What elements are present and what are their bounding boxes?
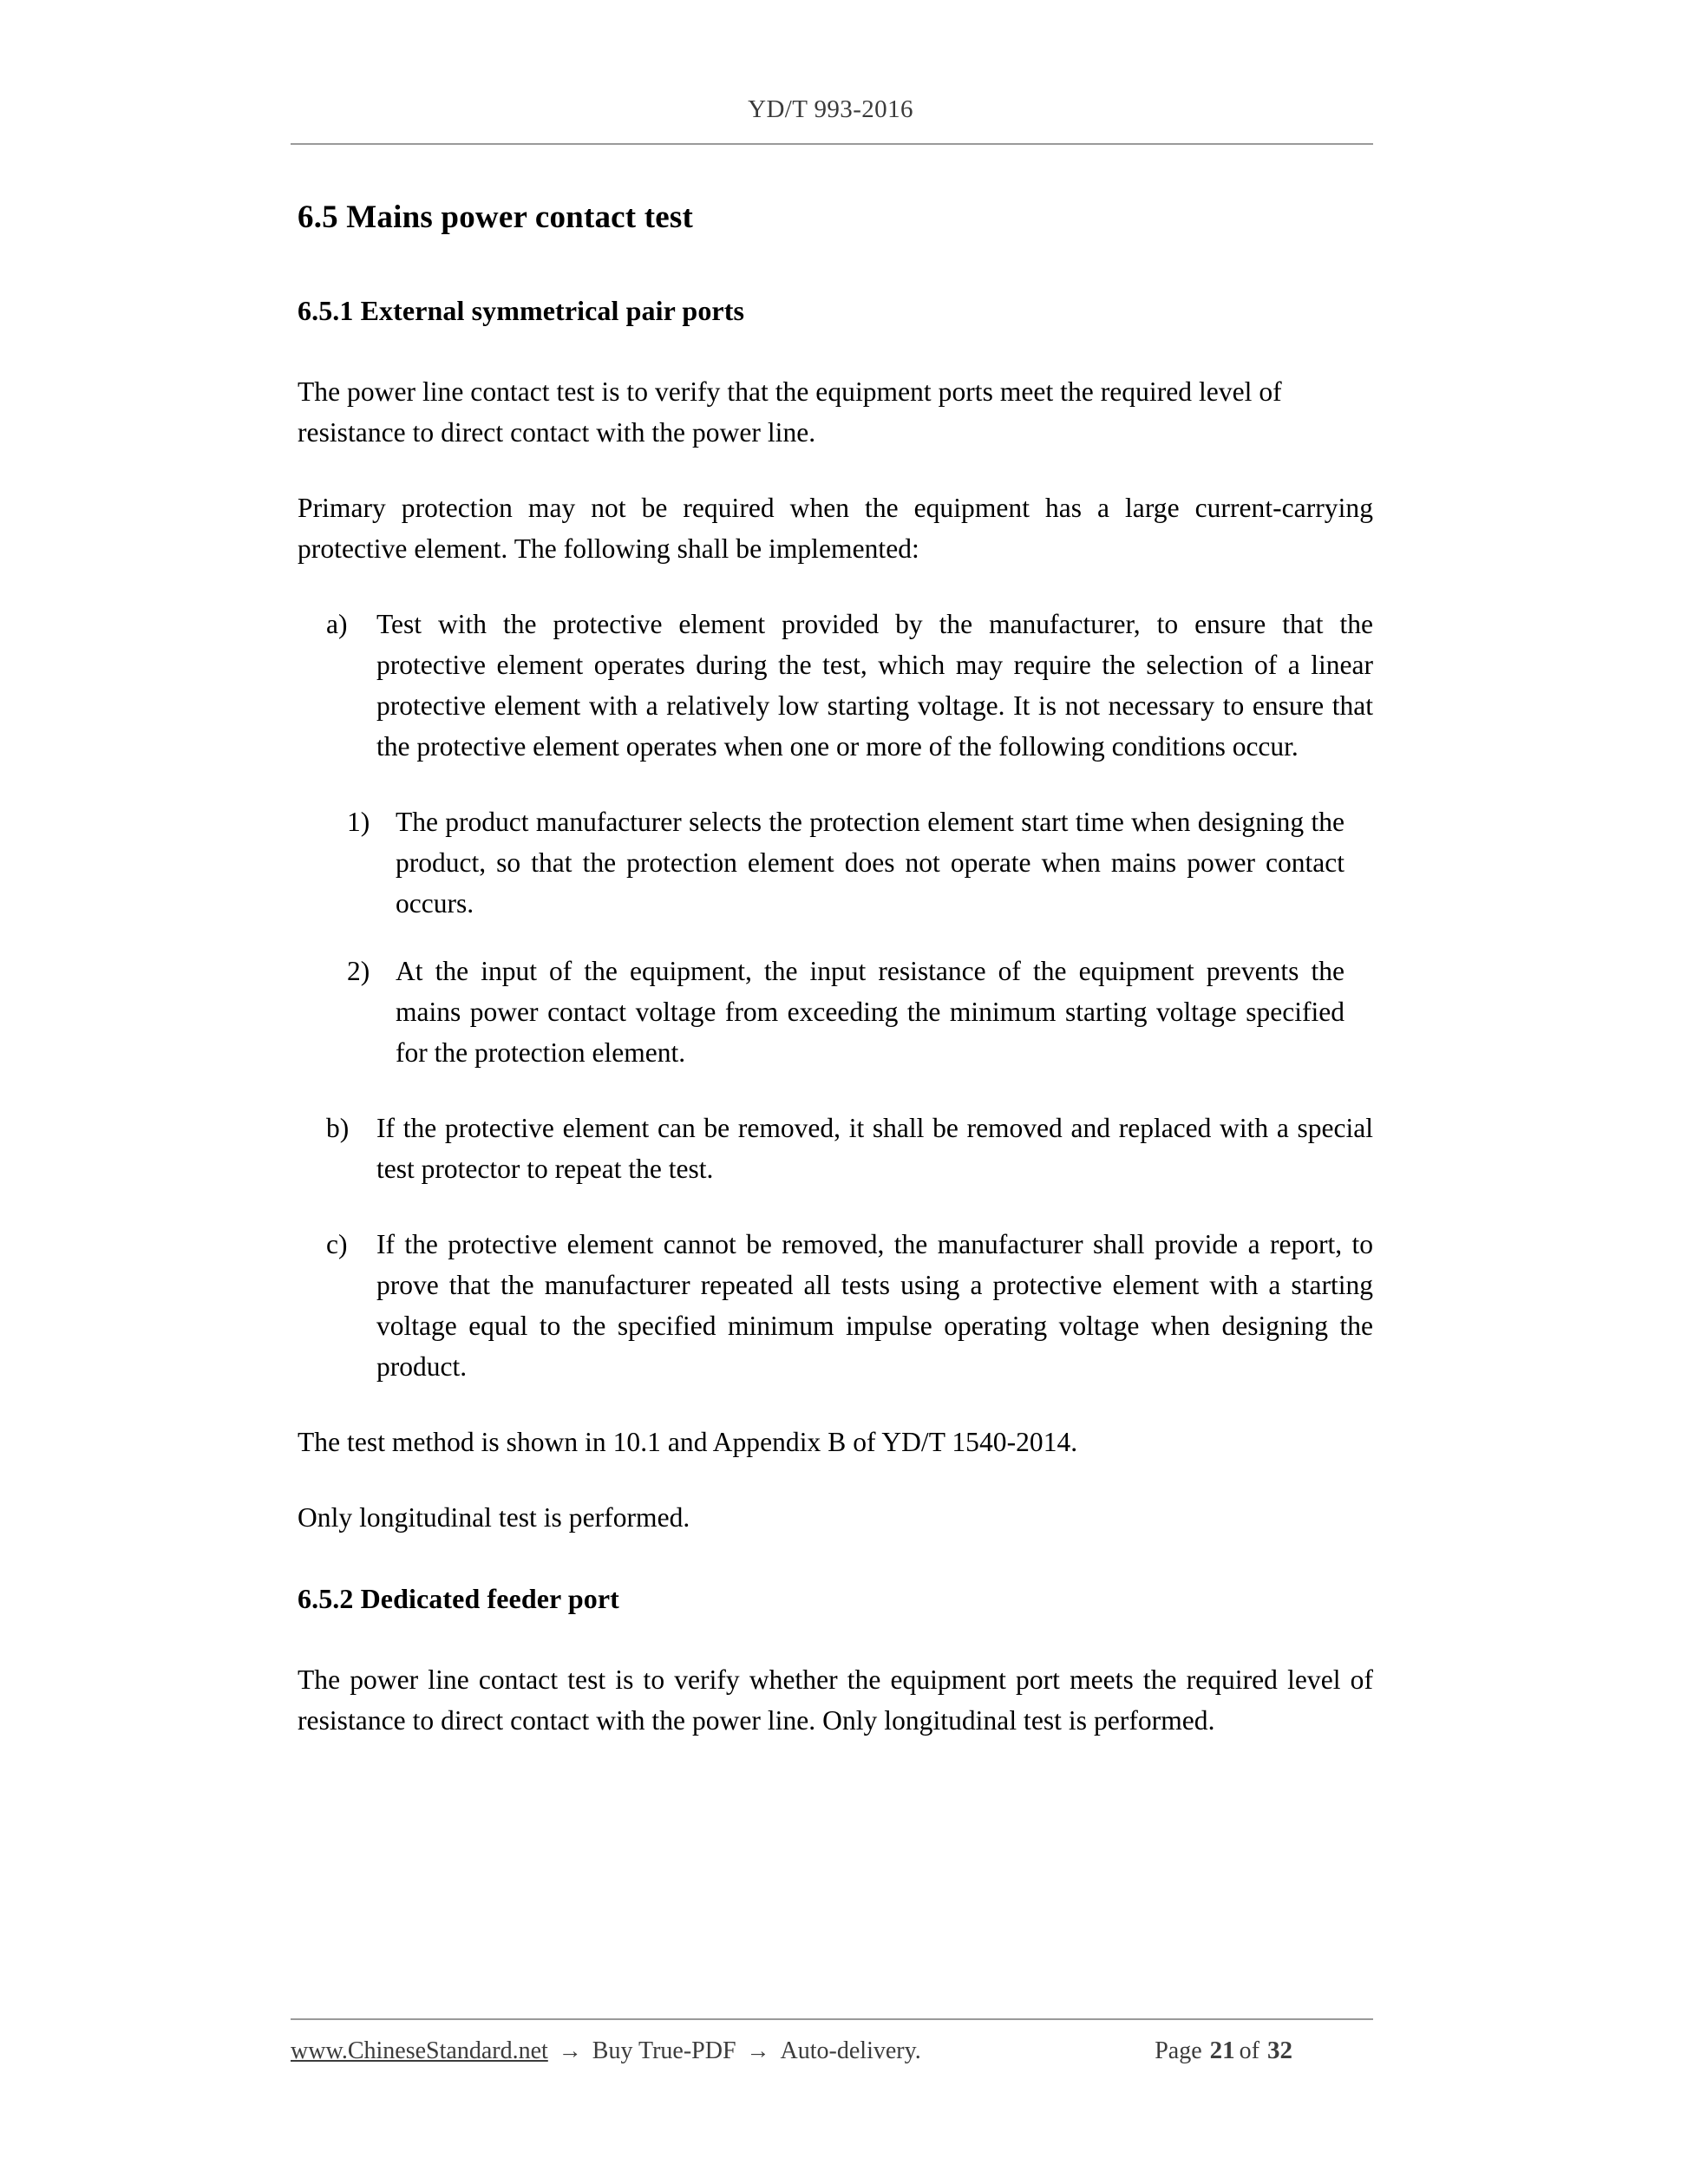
- footer-promo: [291, 2037, 921, 2065]
- of-label: of: [1239, 2037, 1259, 2064]
- paragraph-primary-protection: Primary protection may not be required when the equipment has a large current-carrying protective element. The following shall be implemented:: [298, 493, 1373, 565]
- list-item-a-text: Test with the protective element provided by the manufacturer, to ensure that the protective element operates during the test, which may require the selection of a linear protective element with a relatively low starting voltage. It is not necessary to ensure that the protective element operates when one or more of the following conditions occur.: [376, 609, 1373, 762]
- alpha-list: [326, 604, 1373, 767]
- list-item-2-text: At the input of the equipment, the input resistance of the equipment prevents the mains power contact voltage from exceeding the minimum starting voltage specified for the protection element.: [396, 956, 1345, 1069]
- buy-true-pdf-label: Buy True-PDF: [592, 2037, 736, 2064]
- list-marker-a: a): [326, 609, 348, 640]
- spacer: [347, 924, 1345, 951]
- arrow-right-icon: →: [558, 2037, 582, 2063]
- list-item-b: [326, 1108, 1373, 1189]
- paragraph-longitudinal-test: Only longitudinal test is performed.: [298, 1502, 690, 1533]
- auto-delivery-label: Auto-delivery.: [780, 2037, 921, 2064]
- chinesestandard-url-link[interactable]: www.ChineseStandard.net: [291, 2037, 548, 2064]
- document-body: [298, 198, 1373, 1741]
- page-indicator: [1155, 2037, 1373, 2065]
- footer-divider: [291, 2018, 1373, 2020]
- alpha-list-c: [326, 1224, 1373, 1387]
- spacer: [298, 569, 1373, 604]
- list-marker-b: b): [326, 1113, 350, 1144]
- spacer: [298, 1462, 1373, 1497]
- list-marker-2: 2): [347, 956, 370, 987]
- list-item-c-text: If the protective element cannot be removed, the manufacturer shall provide a report, to prove that the manufacturer repeated all tests using a protective element with a starting voltage equal to the specified minimum impulse operating voltage when designing the product.: [376, 1229, 1373, 1383]
- page-footer: [291, 2037, 1373, 2065]
- list-item-c: [326, 1224, 1373, 1387]
- page-label: Page: [1155, 2037, 1202, 2064]
- page-header: [291, 95, 1371, 124]
- alpha-list-b: [326, 1108, 1373, 1189]
- subsection-title-652: 6.5.2 Dedicated feeder port: [298, 1583, 619, 1615]
- spacer: [298, 328, 1373, 371]
- list-item-1-text: The product manufacturer selects the protection element start time when designing the product, so that the protection element does not operate when mains power contact occurs.: [396, 807, 1345, 919]
- numbered-sublist: [347, 801, 1345, 1073]
- subsection-title-651: 6.5.1 External symmetrical pair ports: [298, 295, 745, 327]
- spacer: [298, 1616, 1373, 1659]
- paragraph-test-method: The test method is shown in 10.1 and Appendix B of YD/T 1540-2014.: [298, 1427, 1078, 1458]
- spacer: [298, 1538, 1373, 1581]
- header-divider: [291, 143, 1373, 145]
- list-item-a: [326, 604, 1373, 767]
- current-page-number: 21: [1209, 2037, 1235, 2064]
- spacer: [298, 1073, 1373, 1108]
- list-item-2: [347, 951, 1345, 1073]
- arrow-right-icon-2: →: [746, 2037, 770, 2063]
- list-item-1: [347, 801, 1345, 924]
- total-page-number: 32: [1267, 2037, 1292, 2064]
- spacer: [298, 1189, 1373, 1224]
- paragraph-intro-651: The power line contact test is to verify that the equipment ports meet the required level of resistance to direct contact with the power line.: [298, 376, 1282, 448]
- spacer: [298, 767, 1373, 801]
- paragraph-intro-652: The power line contact test is to verify whether the equipment port meets the required level of resistance to direct contact with the power line. Only longitudinal test is performed.: [298, 1664, 1373, 1736]
- spacer: [298, 238, 1373, 293]
- section-title: 6.5 Mains power contact test: [298, 199, 694, 235]
- spacer: [298, 1387, 1373, 1422]
- spacer: [298, 453, 1373, 487]
- list-marker-1: 1): [347, 807, 370, 838]
- list-marker-c: c): [326, 1229, 348, 1260]
- list-item-b-text: If the protective element can be removed, it shall be removed and replaced with a special test protector to repeat the test.: [376, 1113, 1373, 1185]
- standard-code-header: YD/T 993-2016: [748, 95, 913, 123]
